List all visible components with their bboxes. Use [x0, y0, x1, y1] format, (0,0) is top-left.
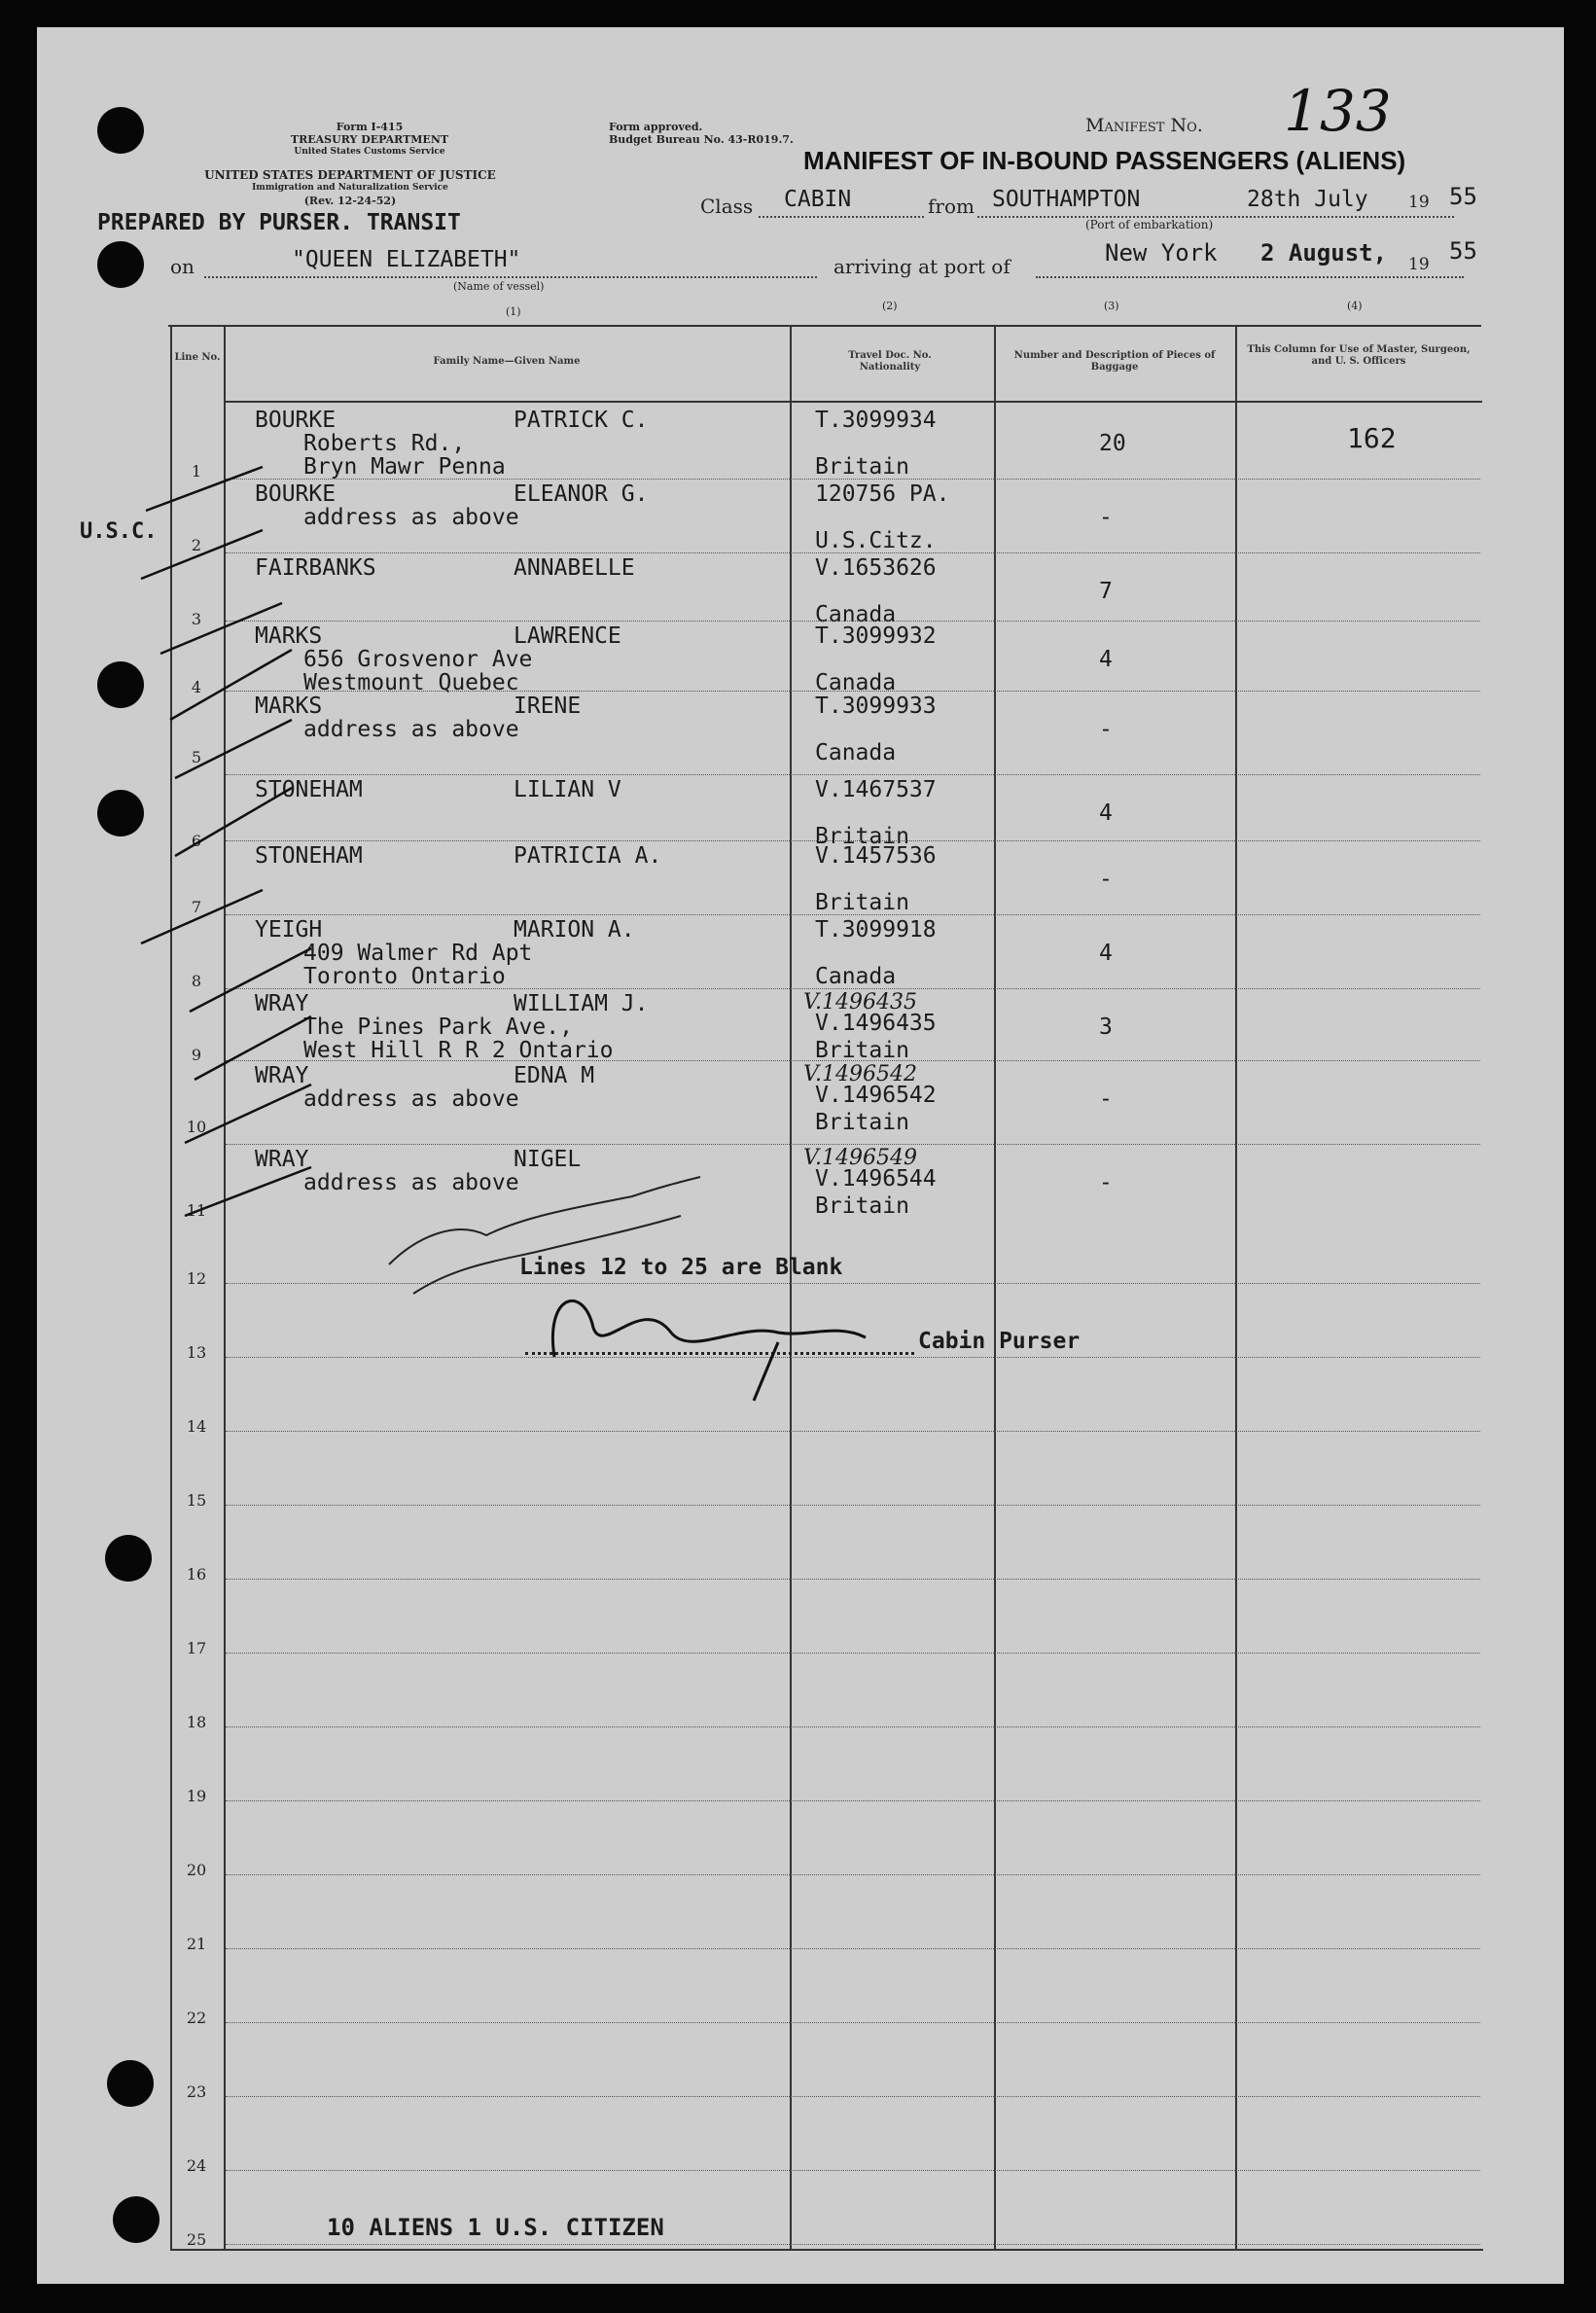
travel-doc: T.3099932	[815, 623, 937, 649]
signature	[552, 1300, 866, 1401]
col-num-2: (2)	[882, 300, 898, 312]
line-number: 15	[186, 1491, 207, 1510]
line-number: 6	[191, 832, 202, 850]
arrival-year: 55	[1449, 237, 1477, 265]
blank-note: Lines 12 to 25 are Blank	[519, 1255, 843, 1280]
travel-doc: V.1496435	[815, 1011, 937, 1036]
travel-doc: V.1653626	[815, 555, 937, 581]
line-number: 8	[191, 972, 202, 990]
line-number: 14	[186, 1417, 207, 1436]
check-marks	[141, 467, 311, 1216]
line-number: 17	[186, 1639, 207, 1657]
prepared-by: PREPARED BY PURSER. TRANSIT	[97, 210, 461, 235]
col-header-travel-doc: Travel Doc. No. Nationality	[848, 350, 932, 373]
family-name: WRAY	[255, 1147, 309, 1172]
nationality: Britain	[815, 1193, 909, 1219]
line-number: 4	[191, 678, 202, 696]
nationality: Britain	[815, 454, 909, 480]
inspector-signature	[389, 1177, 700, 1294]
nationality: Britain	[815, 890, 909, 915]
address-line: address as above	[303, 717, 519, 742]
vessel-caption: (Name of vessel)	[453, 280, 545, 293]
manifest-no-label: Manifest No.	[1085, 115, 1203, 136]
address-line: Toronto Ontario	[303, 964, 506, 989]
given-name: LAWRENCE	[514, 623, 621, 649]
rev: (Rev. 12-24-52)	[303, 195, 397, 207]
purser-label: Cabin Purser	[918, 1329, 1081, 1354]
baggage: -	[1099, 505, 1113, 530]
address-line: West Hill R R 2 Ontario	[303, 1038, 614, 1063]
line-number: 16	[186, 1565, 207, 1584]
family-name: STONEHAM	[255, 843, 363, 869]
baggage: 4	[1099, 941, 1113, 966]
nationality: U.S.Citz.	[815, 528, 937, 553]
baggage: 4	[1099, 801, 1113, 826]
line-number: 20	[186, 1861, 207, 1879]
nationality: Canada	[815, 964, 897, 989]
address-line: Westmount Quebec	[303, 670, 519, 695]
address-line: Bryn Mawr Penna	[303, 454, 506, 480]
line-number: 22	[186, 2009, 207, 2027]
col-num-1: (1)	[506, 305, 521, 318]
baggage: 7	[1099, 579, 1113, 604]
address-line: The Pines Park Ave.,	[303, 1014, 573, 1040]
line-number: 12	[186, 1269, 207, 1288]
family-name: YEIGH	[255, 917, 323, 943]
embark-date: 28th July	[1247, 187, 1368, 212]
travel-doc-handwritten: V.1496435	[803, 990, 918, 1014]
baggage: -	[1099, 1170, 1113, 1195]
line-number: 10	[186, 1118, 207, 1136]
line-number: 3	[191, 610, 202, 628]
family-name: MARKS	[255, 694, 323, 719]
on-label: on	[170, 255, 195, 278]
travel-doc: V.1467537	[815, 777, 937, 802]
customs-service: United States Customs Service	[294, 147, 445, 157]
baggage: -	[1099, 1086, 1113, 1112]
given-name: WILLIAM J.	[514, 991, 649, 1016]
usc-mark: U.S.C.	[80, 519, 158, 544]
col-header-name: Family Name—Given Name	[433, 356, 581, 367]
baggage: -	[1099, 717, 1113, 742]
travel-doc: T.3099933	[815, 694, 937, 719]
given-name: ANNABELLE	[514, 555, 635, 581]
page-title: MANIFEST OF IN-BOUND PASSENGERS (ALIENS)	[803, 146, 1406, 175]
manifest-number: 133	[1284, 78, 1392, 144]
address-line: 656 Grosvenor Ave	[303, 647, 533, 672]
family-name: BOURKE	[255, 408, 337, 433]
line-number: 21	[186, 1935, 207, 1953]
line-number: 25	[186, 2230, 207, 2249]
col-header-baggage: Number and Description of Pieces of Baggage	[1013, 350, 1216, 373]
line-number: 19	[186, 1787, 207, 1805]
address-line: 409 Walmer Rd Apt	[303, 941, 533, 966]
line-number: 9	[191, 1046, 202, 1064]
footer-summary: 10 ALIENS 1 U.S. CITIZEN	[327, 2214, 664, 2241]
arrival-port: New York	[1105, 239, 1218, 267]
arriving-label: arriving at port of	[833, 255, 1011, 278]
doj: UNITED STATES DEPARTMENT OF JUSTICE	[204, 168, 496, 182]
travel-doc: V.1496544	[815, 1166, 937, 1192]
baggage: -	[1099, 867, 1113, 892]
ins: Immigration and Naturalization Service	[252, 183, 448, 193]
line-number: 24	[186, 2156, 207, 2175]
given-name: MARION A.	[514, 917, 635, 943]
family-name: WRAY	[255, 1063, 309, 1088]
nationality: Britain	[815, 1110, 909, 1135]
line-number: 5	[191, 748, 202, 766]
vessel-name: "QUEEN ELIZABETH"	[292, 247, 521, 272]
family-name: STONEHAM	[255, 777, 363, 802]
travel-doc: V.1496542	[815, 1083, 937, 1108]
treasury-dept: TREASURY DEPARTMENT	[290, 133, 449, 146]
baggage: 3	[1099, 1014, 1113, 1040]
form-number: Form I-415	[336, 121, 404, 133]
col-header-officers: This Column for Use of Master, Surgeon, and U. S. Officers	[1247, 344, 1471, 367]
given-name: PATRICIA A.	[514, 843, 662, 869]
class-value: CABIN	[784, 187, 852, 212]
address-line: address as above	[303, 1170, 519, 1195]
nationality: Britain	[815, 824, 909, 849]
budget-bureau: Budget Bureau No. 43-R019.7.	[609, 133, 794, 146]
baggage: 20	[1099, 431, 1126, 456]
line-number: 11	[186, 1201, 207, 1220]
nationality: Canada	[815, 602, 897, 627]
given-name: LILIAN V	[514, 777, 621, 802]
line-number: 23	[186, 2082, 207, 2101]
travel-doc: T.3099934	[815, 408, 937, 433]
year-prefix-2: 19	[1408, 255, 1430, 274]
address-line: Roberts Rd.,	[303, 431, 466, 456]
family-name: BOURKE	[255, 481, 337, 507]
given-name: EDNA M	[514, 1063, 595, 1088]
family-name: FAIRBANKS	[255, 555, 376, 581]
officer-note: 162	[1347, 422, 1397, 454]
from-label: from	[928, 195, 975, 218]
address-line: address as above	[303, 1086, 519, 1112]
nationality: Britain	[815, 1038, 909, 1063]
line-number: 1	[191, 462, 202, 480]
given-name: PATRICK C.	[514, 408, 649, 433]
travel-doc: 120756 PA.	[815, 481, 950, 507]
address-line: address as above	[303, 505, 519, 530]
travel-doc: T.3099918	[815, 917, 937, 943]
from-value: SOUTHAMPTON	[992, 187, 1141, 212]
line-number: 2	[191, 536, 202, 554]
family-name: MARKS	[255, 623, 323, 649]
given-name: ELEANOR G.	[514, 481, 649, 507]
travel-doc: V.1457536	[815, 843, 937, 869]
arrival-date: 2 August,	[1260, 239, 1388, 267]
col-header-line-no: Line No.	[174, 352, 221, 363]
family-name: WRAY	[255, 991, 309, 1016]
line-number: 18	[186, 1713, 207, 1731]
embark-year: 55	[1449, 183, 1477, 210]
nationality: Canada	[815, 740, 897, 765]
travel-doc-handwritten: V.1496549	[803, 1146, 918, 1170]
col-num-4: (4)	[1347, 300, 1363, 312]
class-label: Class	[700, 195, 754, 218]
travel-doc-handwritten: V.1496542	[803, 1062, 918, 1086]
given-name: NIGEL	[514, 1147, 582, 1172]
nationality: Canada	[815, 670, 897, 695]
form-approved: Form approved.	[609, 121, 703, 133]
port-embark-caption: (Port of embarkation)	[1085, 218, 1214, 231]
year-prefix: 19	[1408, 193, 1430, 212]
given-name: IRENE	[514, 694, 582, 719]
line-number: 13	[186, 1343, 207, 1362]
baggage: 4	[1099, 647, 1113, 672]
line-number: 7	[191, 898, 202, 916]
col-num-3: (3)	[1104, 300, 1119, 312]
